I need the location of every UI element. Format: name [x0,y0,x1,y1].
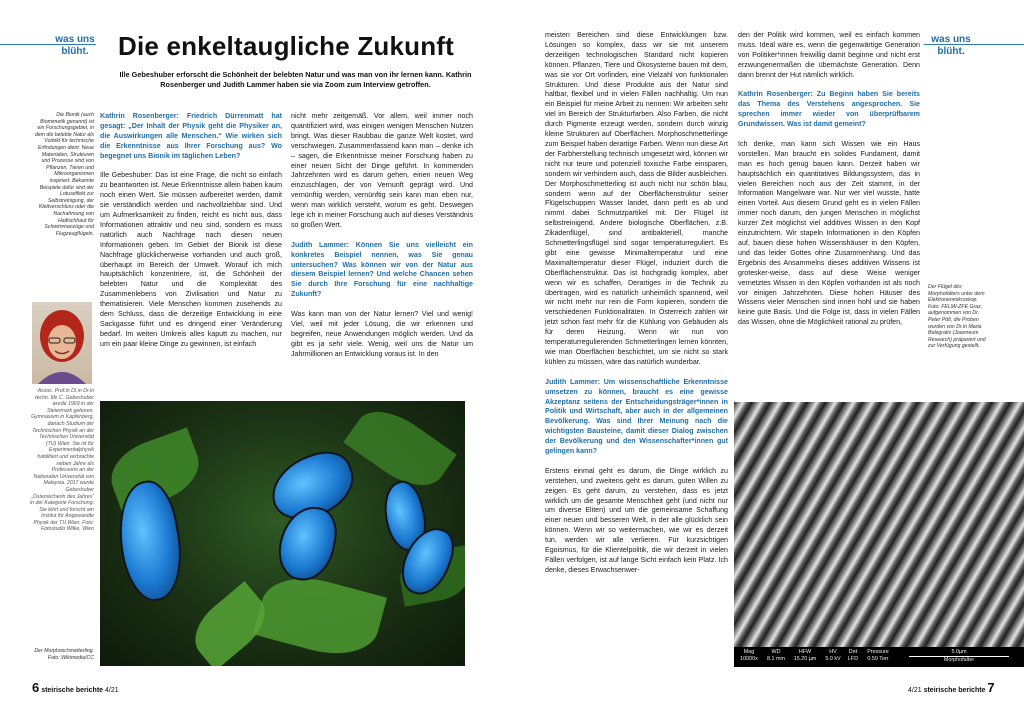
question-2: Judith Lammer: Können Sie uns vielleicht ein konkretes Beispiel nennen, was Sie genau untersuchen? Was können wir von der Natur aus diesem Beispiel lernen? Und welche Chancen sehen Sie durch Ihre Forschung für eine nachhaltige Zukunft? [291,240,473,299]
text-column-2 [291,112,473,398]
sidebar-bionik: Die Bionik (auch Biomimetik genannt) ist ein Forschungsgebiet, in dem die belebte Natur als Vorbild für technische Erfindungen dient: Neue Materialien, Strukturen und Prozesse sind von Pflanzen, Tieren und Mikroorganismen inspiriert. Bekannte Beispiele dafür sind der Lotuseffekt zur Selbstreinigung, der Klettverschluss oder die Nachahmung von Haifischhaut für Schwimmanzüge und Flugzeugflügeln. [34,112,94,237]
answer-3-continued: den der Politik wird kommen, weil es einfach kommen muss. Ideal wäre es, wenn die gegenwärtige Generation von Politiker*innen freiwillig damit beginne und nicht erst erzwungenermaßen die übernächste Generation. Denn dann brennt der Hut nämlich wirklich. [738,31,920,79]
leaf-shape [253,567,387,666]
answer-1: Ille Gebeshuber: Das ist eine Frage, die nicht so einfach zu beantworten ist. Neue Erkenntnisse allein haben kaum noch einen Wert. Sie müssen aufbereitet werden, damit sie verständlich werden und nachvollziehbar sind. Und um Aufmerksamkeit zu finden, reicht es nicht aus, dass Informationen attraktiv und neu sind, sondern es muss natürlich auch Nachfrage nach diesen neuen Informationen geben. Im Gebiet der Bionik ist diese Nachfrage glücklicherweise vorhanden und auch groß, überhaupt im Bereich der Umwelt. Worauf ich mich hauptsächlich konzentriere, ist, die Schönheit der belebten Natur und die Komplexität des Zusammenlebens von Zivilisation und Natur zu thematisieren. Viele Menschen kommen zusehends zu dem Schluss, dass die derzeitige Entwicklung in eine Sackgasse führt und es dringend einer Veränderung bedarf. Im weiten Umkreis alles kaputt zu machen, nur um ein paar kleine Dinge zu gewinnen, ist einfach [100,171,282,348]
portrait-illustration [32,302,92,384]
deck: Ille Gebeshuber erforscht die Schönheit der belebten Natur und was man von ihr lernen kann. Kathrin Rosenberger und Judith Lammer haben sie via Zoom zum Interview getroffen. [119,70,472,89]
answer-1-continued: nicht mehr zeitgemäß. Vor allem, weil immer noch quantifiziert wird, was einigen wenigen Menschen Nutzen bringt. Was dieser Raubbau die ganze Welt kostet, wird verschwiegen. Zusammenfassend kann man – denke ich – sagen, die Erkenntnisse meiner Forschung haben zu einer neuen Sicht der Dinge geführt. In kommenden Jahrzehnten wird es darum gehen, einen neuen Weg einzuschlagen, der von Vernunft geprägt wird. Und vernünftig werden, vernünftig sein kann man eben nur, wenn man wirklich versteht, worum es geht. Deswegen lege ich in meiner Forschung auch auf dieses Verständnis so großen Wert. [291,112,473,229]
sem-scale: 5.0µm Morphofalter [899,649,1019,664]
sem-wd: WD 8.1 mm [767,649,785,662]
magazine-name-left: steirische berichte [41,687,104,694]
page-number-left: 6 [32,680,40,695]
answer-2-continued: meisten Bereichen sind diese Entwicklungen bzw. Lösungen so komplex, dass wir sie mit unserem derzeitigen technologischen Standard nicht kopieren können. Pflanzen, Tiere und Ökosysteme bauen mit dem, was sie vor Ort vorfinden, eine Vielzahl von funktionalen Strukturen. Und diese Produkte aus der Natur sind haltbar, flexibel und in vielen Fällen nachhaltig. Um nun ein Beispiel für meine Arbeit zu nennen: Wir arbeiten sehr viel im Bereich der Strukturfarben. Also Farben, die nicht durch Pigmente erzeugt werden, sondern durch winzig kleine Strukturen auf Oberflächen. Morphoschmetterlinge zum Beispiel haben derartige Farben. Wenn nun diese Art der Farbherstellung technisch umgesetzt wird, können wir nicht nur teure und potenziell toxische Farbe einsparen, sondern wir verhindern auch, dass die Bilder ausbleichen. Der Morphoschmetterling ist auch nicht nur schön blau, sondern wenn auf der Oberflächenstruktur seiner Flügelschuppen Wasser landet, dann perlt es ab und nimmt dabei Schmutzpartikel mit. Der Flügel ist selbstreinigend. Andere biologische Oberflächen, z.B. Zikadenflügel, sind antibakteriell, manche Schmetterlingsflügel sind sogar temperaturreguliert. Es gibt eine gewisse Minimaltemperatur und eine Maximaltemperatur dieser Flügel, induziert durch die Oberflächenstruktur. Das ist hochgradig komplex, aber wenn wir es schaffen, Derartiges in die Technik zu übertragen, wird es natürlich unheimlich spannend, weil wir nicht mehr nur rein die Form kopieren, sondern die verschiedenen Funktionalitäten. In Österreich zahlen wir jetzt schon fast mehr für die Kühlung von Gebäuden als für deren Heizung. Wenn wir nun von temperaturregulierenden Schmetterlingen lernen könnten, wie man Oberflächen beschichtet, um sie nicht so stark kühlen zu müssen, wäre das natürlich wunderbar. [545,31,728,366]
portrait-caption: Assoc. Prof.in DI.in Dr.in techn. Ille C. Gebeshuber wurde 1969 in der Steiermark geboren, Gymnasium in Kapfenberg, danach Studium der Technischen Physik an der Technischen Universität (TU) Wien. Sie ist für Experimentalphysik habilitiert und verbrachte sieben Jahre als Professorin an der Nationalen Universität von Malaysia. 2017 wurde Gebeshuber „Österreicherin des Jahres“ in der Kategorie Forschung. Sie lehrt und forscht am Institut für Angewandte Physik der TU Wien. Foto: Fotostudio Wilke, Wien [30,388,95,533]
sem-pressure: Pressure 0.50 Torr [867,649,889,662]
butterfly-photo [100,401,465,666]
text-column-1 [100,112,282,398]
sem-det: Det LFD [847,649,859,662]
issue-right: 4/21 [908,687,922,694]
issue-left: 4/21 [105,687,119,694]
section-tag-left: was uns blüht. [55,34,95,57]
sem-hfw: HFW 15.20 µm [793,649,817,662]
question-1: Kathrin Rosenberger: Friedrich Dürrenmatt hat gesagt: „Der Inhalt der Physik geht die Physiker an, die Auswirkungen alle Menschen.“ Wie wirken sich die Erkenntnisse aus Ihrer Forschung aus? Wo begegnet uns Bionik im täglichen Leben? [100,112,282,160]
photo-caption-left: Der Morphoschmetterling. Foto: Wikimedia/CC [34,648,94,661]
question-4: Kathrin Rosenberger: Zu Beginn haben Sie bereits das Thema des Verstehens angesprochen. Sie sprechen immer wieder von überprüfbarem Grundwissen. Was ist damit gemeint? [738,90,920,129]
photo-caption-right: Der Flügel des Morphofalters unter dem Elektronenmikroskop. Foto: FELMI-ZFE Graz, aufgenommen von Dr. Peter Pölt, die Proben wurden von Dr.in Maria Belegratis (Joanneum Research) präpariert und zur Verfügung gestellt. [928,284,986,350]
portrait-photo [32,302,92,384]
question-3: Judith Lammer: Um wissenschaftliche Erkenntnisse umsetzen zu können, braucht es eine gewisse Akzeptanz seitens der Entscheidungsträger*innen in Politik und Wirtschaft, aber auch in der allgemeinen Bevölkerung. Was sind Ihrer Meinung nach die wichtigsten Bausteine, damit dieser Dialog zwischen der Bevölkerung und den Wissenschafter*innen gut gelingen kann? [545,377,728,456]
headline: Die enkeltaugliche Zukunft [118,31,455,61]
sem-mag: Mag 10000x [740,649,758,662]
page-number-right: 7 [987,680,995,695]
answer-2: Was kann man von der Natur lernen? Viel und wenig! Viel, weil mit jeder Lösung, die wir erkennen und begreifen, neue Anwendungen möglich werden. Und da gibt es ja sehr viele. Wenig, weil uns die Natur um Jahrmillionen an Entwicklung voraus ist. In den [291,310,473,358]
sem-hv: HV 5.0 kV [825,649,841,662]
answer-3: Erstens einmal geht es darum, die Dinge wirklich zu verstehen, und zweitens geht es darum, guten Willen zu zeigen. Es geht darum, zu verstehen, dass es jetzt wirklich um die gesamte Menschheit geht (und nicht nur um diverse Eliten) und um die gemeinsame Schaffung einer neuen und besseren Welt, in der alle glücklich sein können. Wenn wir so weitermachen, wie wir es derzeit tun, werden wir alle verlieren. Für kurzsichtigen Egoismus, für die Klientelpolitik, die wir derzeit in vielen Fällen verfolgen, ist auf lange Sicht einfach kein Platz. Ich denke, dieses Erwachsenwer- [545,466,728,574]
electron-microscope-image [734,402,1024,667]
section-tag-right: was uns blüht. [931,34,971,57]
magazine-name-right: steirische berichte [923,687,986,694]
footer-left [32,680,119,695]
text-column-3 [545,31,728,672]
text-column-4 [738,31,920,397]
answer-4: Ich denke, man kann sich Wissen wie ein Haus vorstellen. Man braucht ein solides Fundament, damit man es hoch genug bauen kann. Derzeit haben wir hauptsächlich ein quantitatives Bildungssystem, das in vielen Bereichen noch aus der Zeit stammt, in der Information Mangelware war. Nur wer viel wusste, hatte einen Vorteil. Aus diesem Grund geht es in vielen Fällen immer noch darum, den jungen Menschen in möglichst kurzer Zeit möglichst viel additives Wissen in den Kopf einzutrichtern. Wir stapeln Informationen in den Köpfen auf, bauen diese hohen Wissenshäuser in den Köpfen, und das leider Gottes ohne Zusammenhang. Und das Ergebnis des Ansammelns dieses additiven Wissens ist grotesker-weise, dass auf diese Weise weniger vernetztes Wissen in den Köpfen vorhanden ist als noch vor einigen Jahrzehnten. Diese hohen Häuser des Wissens vieler Menschen sind innen hohl und sie haben keine gute Basis. Und die Folge ist, dass in vielen Fällen das Wissen, ohne die Möglichkeit rational zu prüfen, [738,139,920,327]
footer-right [908,680,995,695]
sem-info-bar [734,647,1024,667]
